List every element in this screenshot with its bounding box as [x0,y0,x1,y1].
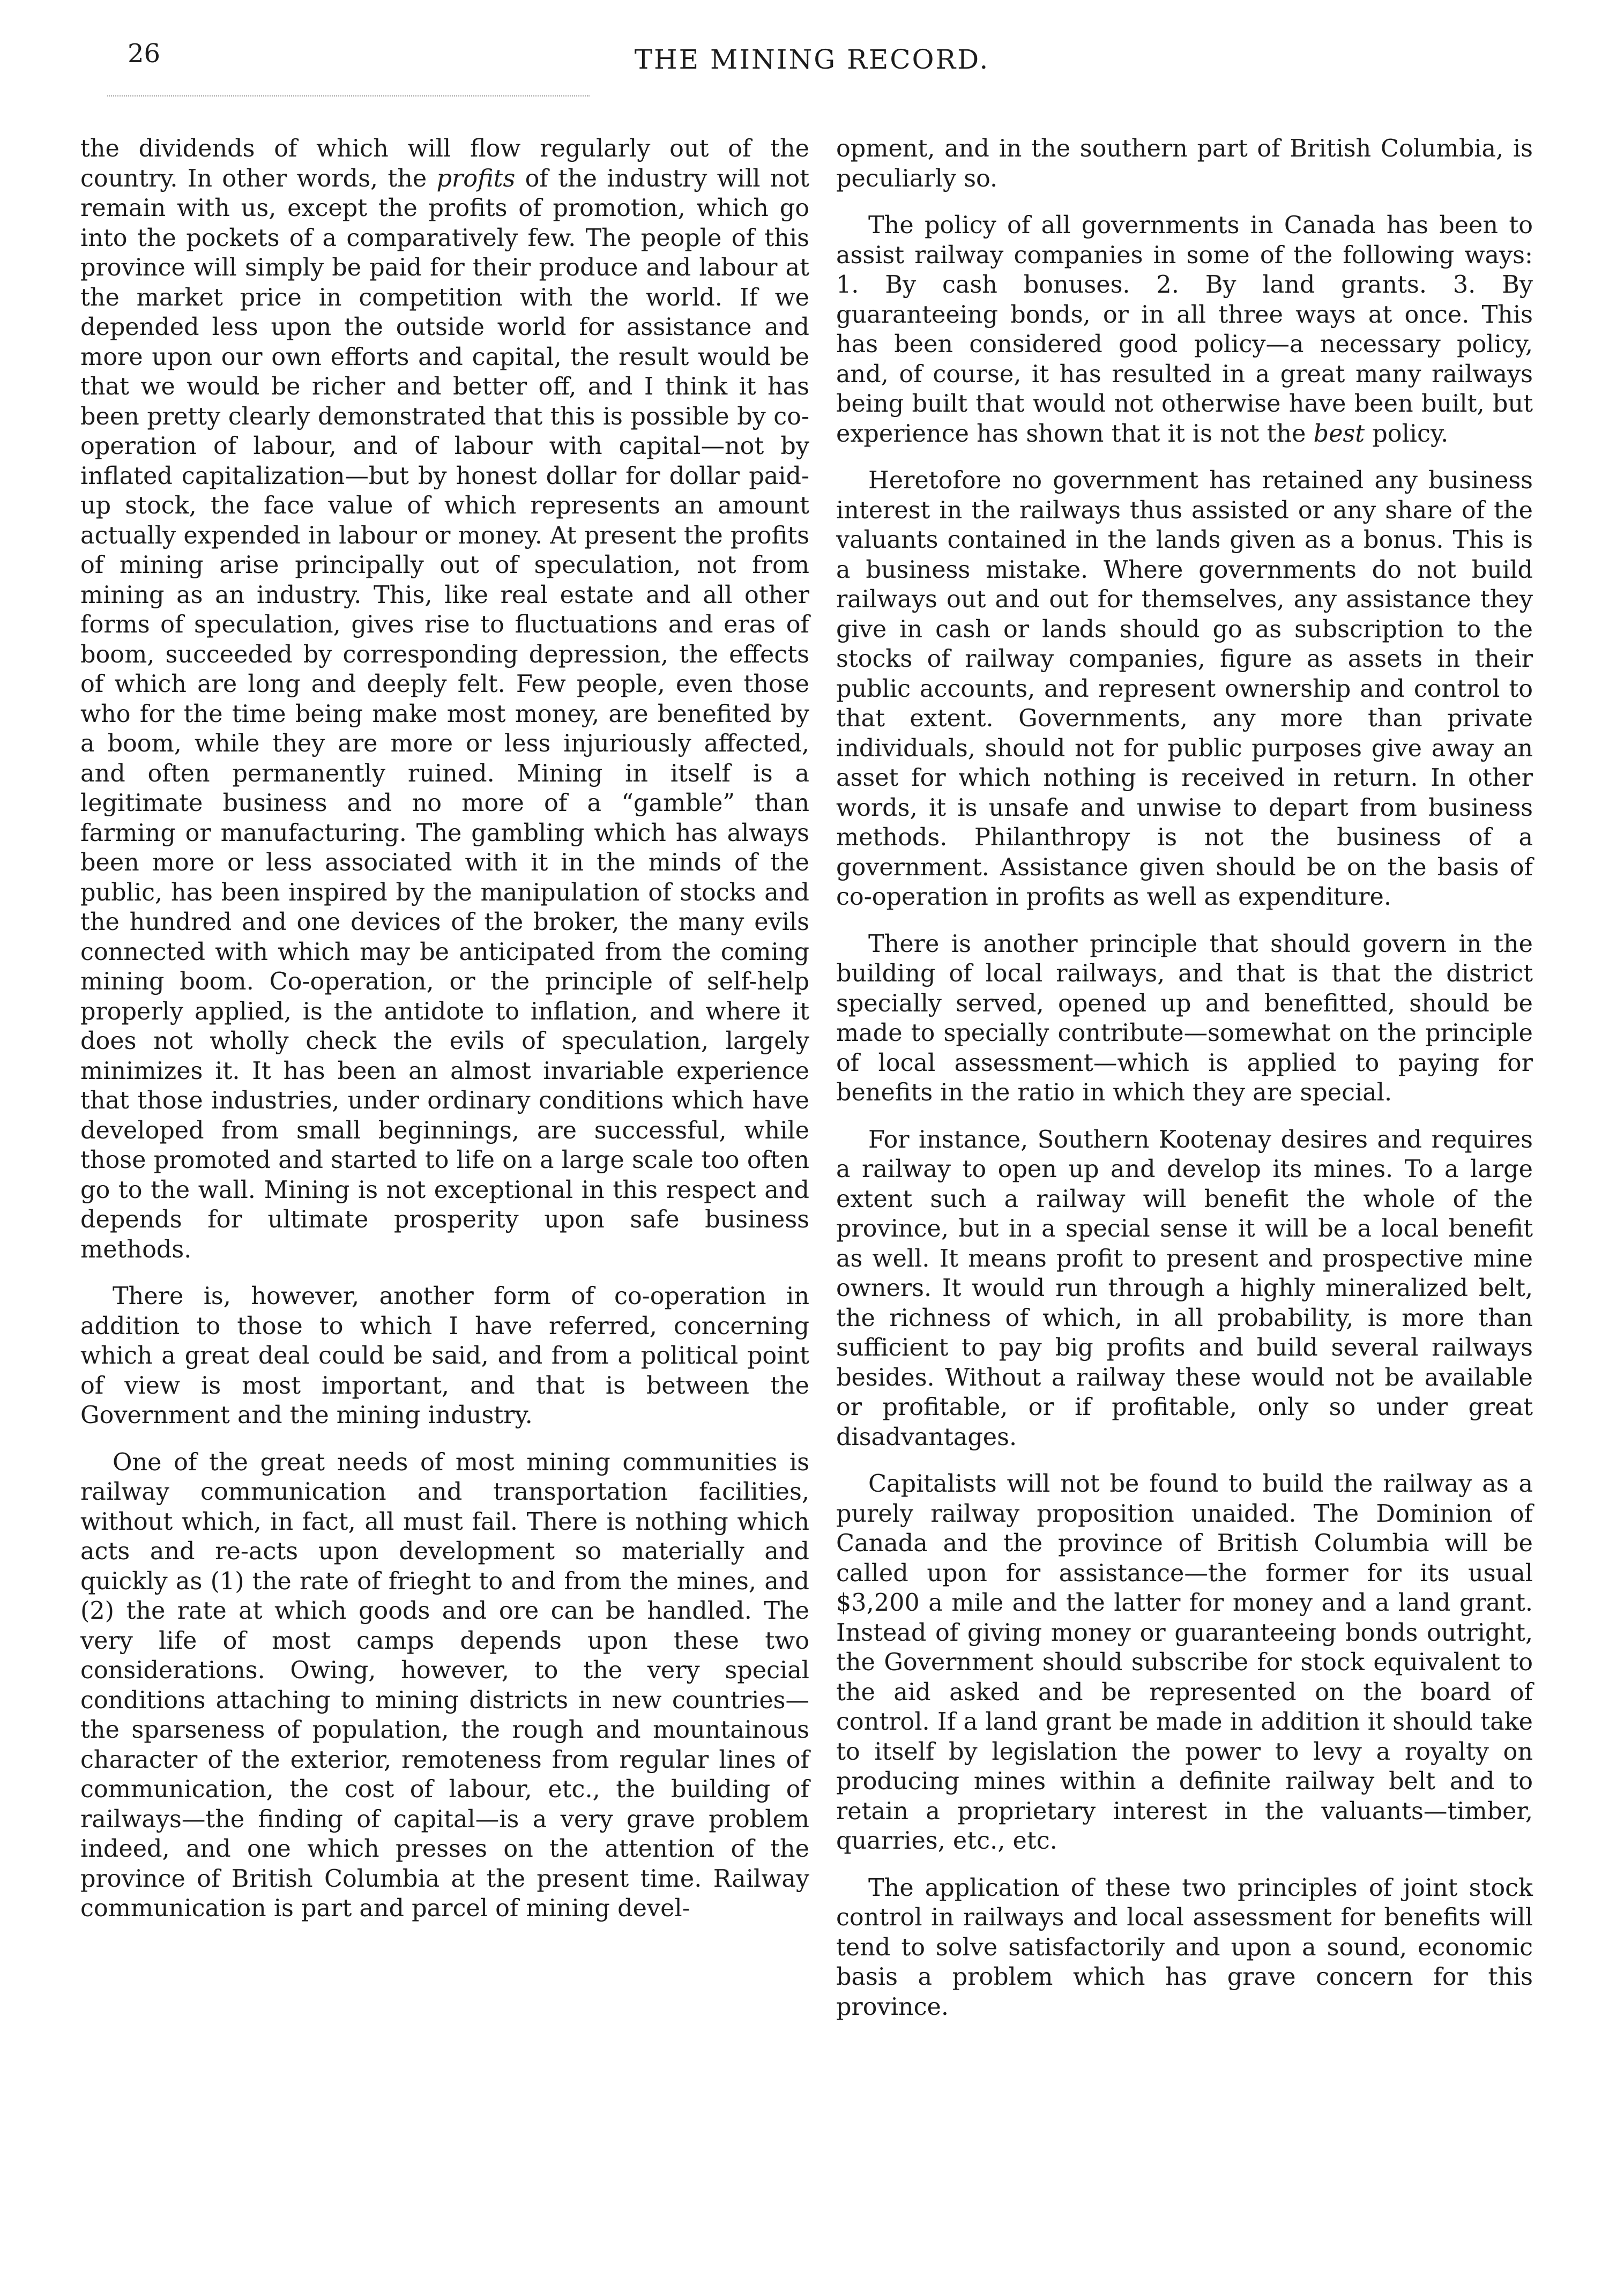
paragraph: The policy of all governments in Canada has been to assist railway companies in some of the following ways: 1. By cash bonuses. 2. By land grants. 3. By guaranteeing bonds, or in all three ways at once. This has been considered good policy—a necessary policy, and, of course, it has resulted in a great many railways being built that would not otherwise have been built, but experience has shown that it is not the best policy. [836,212,1533,448]
paragraph: opment, and in the southern part of British Columbia, is peculiarly so. [836,135,1533,192]
paragraph: the dividends of which will flow regularly out of the country. In other words, the profits of the industry will not remain with us, except the profits of promotion, which go into the pockets of a comparatively few. The people of this province will simply be paid for their produce and labour at the market price in competition with the world. If we depended less upon the outside world for assistance and more upon our own efforts and capital, the result would be that we would be richer and better off, and I think it has been pretty clearly demonstrated that this is possible by co-operation of labour, and of labour with capital—not by inflated capitalization—but by honest dollar for dollar paid-up stock, the face value of which represents an amount actually expended in labour or money. At present the profits of mining arise principally out of speculation, not from mining as an industry. This, like real estate and all other forms of speculation, gives rise to fluctuations and eras of boom, succeeded by corresponding depression, the effects of which are long and deeply felt. Few people, even those who for the time being make most money, are benefited by a boom, while they are more or less injuriously affected, and often permanently ruined. Mining in itself is a legitimate business and no more of a “gamble” than farming or manufacturing. The gambling which has always been more or less associated with it in the minds of the public, has been inspired by the manipulation of stocks and the hundred and one devices of the broker, the many evils connected with which may be anticipated from the coming mining boom. Co-operation, or the principle of self-help properly applied, is the antidote to inflation, and where it does not wholly check the evils of speculation, largely minimizes it. It has been an almost invariable experience that those industries, under ordinary conditions which have developed from small beginnings, are successful, while those promoted and started to life on a large scale too often go to the wall. Mining is not exceptional in this respect and depends for ultimate prosperity upon safe business methods. [80,135,810,1263]
header-rule [107,95,590,96]
right-column [836,134,1533,2039]
paragraph: There is another principle that should govern in the building of local railways, and that is that the district specially served, opened up and benefitted, should be made to specially contribute—somewhat on the principle of local assessment—which is applied to paying for benefits in the ratio in which they are special. [836,930,1533,1106]
paragraph: For instance, Southern Kootenay desires and requires a railway to open up and develop its mines. To a large extent such a railway will benefit the whole of the province, but in a special sense it will be a local benefit as well. It means profit to present and prospective mine owners. It would run through a highly mineralized belt, the richness of which, in all probability, is more than sufficient to pay big profits and build several railways besides. Without a railway these would not be available or profitable, or if profitable, only so under great disadvantages. [836,1126,1533,1451]
page-number: 26 [128,39,161,69]
paragraph: The application of these two principles of joint stock control in railways and local assessment for benefits will tend to solve satisfactorily and upon a sound, economic basis a problem which has grave concern for this province. [836,1874,1533,2021]
paragraph: There is, however, another form of co-operation in addition to those to which I have referred, concerning which a great deal could be said, and from a political point of view is most important, and that is between the Government and the mining industry. [80,1283,809,1429]
left-column [80,134,809,1941]
paragraph: Capitalists will not be found to build the railway as a purely railway proposition unaided. The Dominion of Canada and the province of British Columbia will be called upon for assistance—the former for its usual $3,200 a mile and the latter for money and a land grant. Instead of giving money or guaranteeing bonds outright, the Government should subscribe for stock equivalent to the aid asked and be represented on the board of control. If a land grant be made in addition it should take to itself by legislation the power to levy a royalty on producing mines within a definite railway belt and to retain a proprietary interest in the valuants—timber, quarries, etc., etc. [836,1470,1533,1855]
paragraph: Heretofore no government has retained any business interest in the railways thus assisted or any share of the valuants contained in the lands given as a bonus. This is a business mistake. Where governments do not build railways out and out for themselves, any assistance they give in cash or lands should go as subscription to the stocks of railway companies, figure as assets in their public accounts, and represent ownership and control to that extent. Governments, any more than private individuals, should not for public purposes give away an asset for which nothing is received in return. In other words, it is unsafe and unwise to depart from business methods. Philanthropy is not the business of a government. Assistance given should be on the basis of co-operation in profits as well as expenditure. [836,467,1533,911]
paragraph: One of the great needs of most mining communities is railway communication and transportation facilities, without which, in fact, all must fail. There is nothing which acts and re-acts upon development so materially and quickly as (1) the rate of frieght to and from the mines, and (2) the rate at which goods and ore can be handled. The very life of most camps depends upon these two considerations. Owing, however, to the very special conditions attaching to mining districts in new countries—the sparseness of population, the rough and mountainous character of the exterior, remoteness from regular lines of communication, the cost of labour, etc., the building of railways—the finding of capital—is a very grave problem indeed, and one which presses on the attention of the province of British Columbia at the present time. Railway communication is part and parcel of mining devel- [80,1448,809,1922]
running-head: THE MINING RECORD. [634,44,990,75]
